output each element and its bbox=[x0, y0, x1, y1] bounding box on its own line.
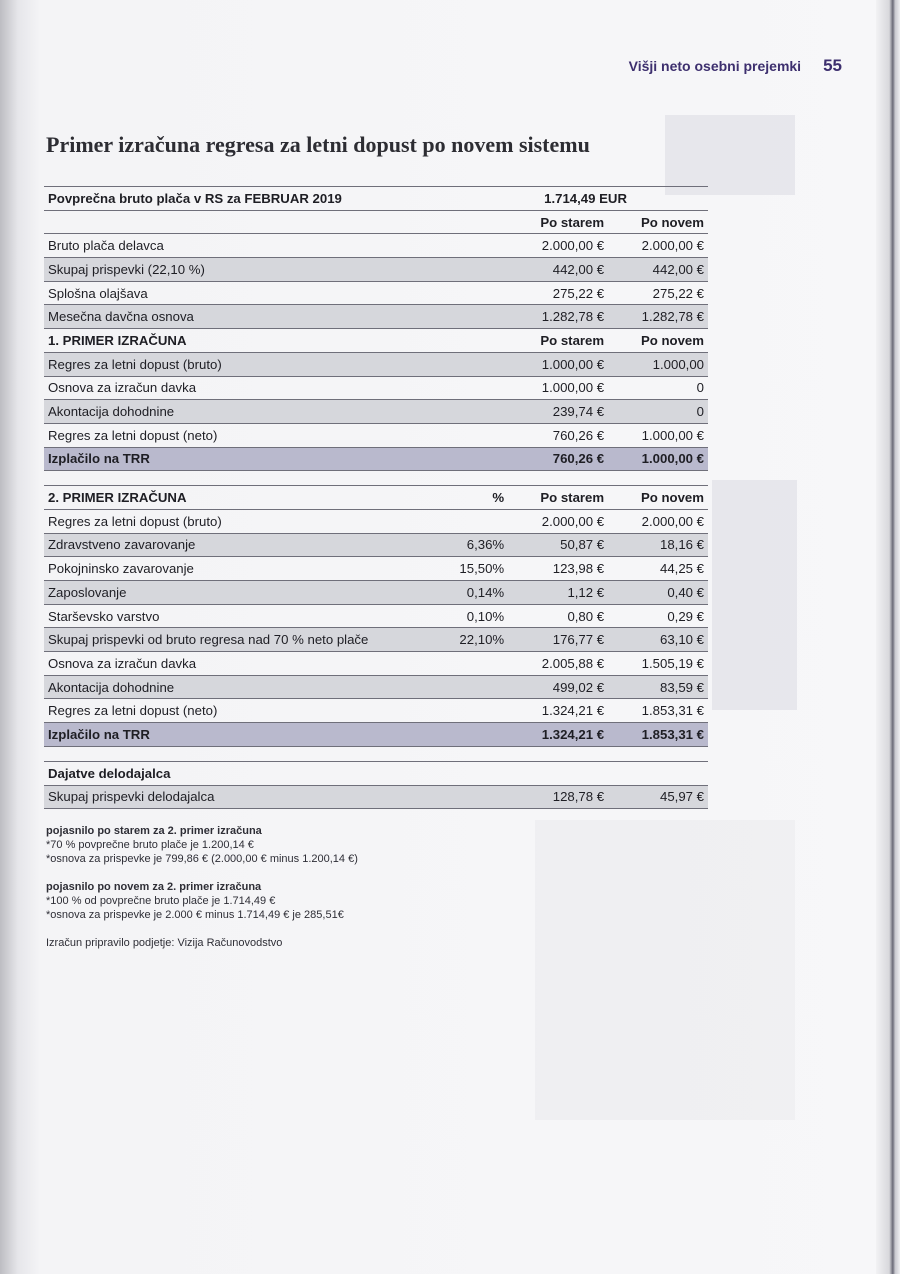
row-value-old: 1.000,00 € bbox=[508, 376, 608, 400]
row-percent bbox=[425, 352, 509, 376]
row-value-new: 1.282,78 € bbox=[608, 305, 708, 329]
row-percent bbox=[425, 400, 509, 424]
row-label: Regres za letni dopust (bruto) bbox=[44, 509, 425, 533]
row-percent bbox=[425, 675, 509, 699]
note-old-line: *70 % povprečne bruto plače je 1.200,14 € bbox=[46, 839, 254, 851]
row-label: Regres za letni dopust (bruto) bbox=[44, 352, 425, 376]
table-total-row bbox=[44, 447, 708, 471]
table-row bbox=[44, 533, 708, 557]
row-value-new: 0,29 € bbox=[608, 604, 708, 628]
row-label: Osnova za izračun davka bbox=[44, 376, 425, 400]
row-value-old: 176,77 € bbox=[508, 628, 608, 652]
row-value-old: 123,98 € bbox=[508, 557, 608, 581]
row-value-old: Po starem bbox=[508, 486, 608, 510]
row-label: Skupaj prispevki (22,10 %) bbox=[44, 258, 425, 282]
table-row bbox=[44, 423, 708, 447]
bleed-through-block bbox=[712, 480, 797, 710]
table-row bbox=[44, 376, 708, 400]
page-number: 55 bbox=[823, 56, 842, 75]
row-value-new bbox=[608, 746, 708, 761]
bleed-through-block bbox=[665, 115, 795, 195]
row-value-new: Po novem bbox=[608, 329, 708, 353]
row-label: Osnova za izračun davka bbox=[44, 652, 425, 676]
table-header-row bbox=[44, 210, 708, 234]
row-label: 1. PRIMER IZRAČUNA bbox=[44, 329, 425, 353]
note-new-system bbox=[46, 880, 516, 922]
row-label: Splošna olajšava bbox=[44, 281, 425, 305]
row-value-old: 760,26 € bbox=[508, 447, 608, 471]
row-value-old: 442,00 € bbox=[508, 258, 608, 282]
row-value-old: 760,26 € bbox=[508, 423, 608, 447]
table-row bbox=[44, 305, 708, 329]
row-value-new: 1.853,31 € bbox=[608, 699, 708, 723]
row-label: Mesečna davčna osnova bbox=[44, 305, 425, 329]
table-header-row bbox=[44, 187, 708, 211]
row-label: Regres za letni dopust (neto) bbox=[44, 423, 425, 447]
row-label: Dajatve delodajalca bbox=[44, 761, 425, 785]
table-row bbox=[44, 581, 708, 605]
footnotes bbox=[46, 824, 516, 950]
row-value-new: 2.000,00 € bbox=[608, 509, 708, 533]
note-new-line: *100 % od povprečne bruto plače je 1.714,49 € bbox=[46, 895, 276, 907]
table-header-row bbox=[44, 761, 708, 785]
table-row bbox=[44, 557, 708, 581]
row-value-new: 0,40 € bbox=[608, 581, 708, 605]
row-value-old: Po starem bbox=[508, 329, 608, 353]
row-value-old: 0,80 € bbox=[508, 604, 608, 628]
note-old-system bbox=[46, 824, 516, 866]
row-value-new: Po novem bbox=[608, 210, 708, 234]
row-percent: 0,10% bbox=[425, 604, 509, 628]
average-salary-value: 1.714,49 EUR bbox=[508, 187, 708, 211]
row-label: Starševsko varstvo bbox=[44, 604, 425, 628]
row-value-new: 0 bbox=[608, 376, 708, 400]
row-label: Bruto plača delavca bbox=[44, 234, 425, 258]
row-percent: % bbox=[425, 486, 509, 510]
row-percent: 0,14% bbox=[425, 581, 509, 605]
table-header-row bbox=[44, 329, 708, 353]
row-percent bbox=[425, 652, 509, 676]
row-value-old: 275,22 € bbox=[508, 281, 608, 305]
row-label: Povprečna bruto plača v RS za FEBRUAR 2019 bbox=[44, 187, 508, 211]
row-label: Zaposlovanje bbox=[44, 581, 425, 605]
header-section-title: Višji neto osebni prejemki bbox=[628, 58, 802, 74]
row-percent bbox=[425, 509, 509, 533]
row-percent bbox=[425, 234, 509, 258]
row-percent: 15,50% bbox=[425, 557, 509, 581]
table-row bbox=[44, 785, 708, 809]
row-value-new: 275,22 € bbox=[608, 281, 708, 305]
row-value-old: Po starem bbox=[508, 210, 608, 234]
row-value-old: 2.000,00 € bbox=[508, 234, 608, 258]
note-new-title: pojasnilo po novem za 2. primer izračuna bbox=[46, 881, 262, 893]
row-percent bbox=[425, 305, 509, 329]
row-percent bbox=[425, 210, 509, 234]
article-title: Primer izračuna regresa za letni dopust po novem sistemu bbox=[46, 132, 590, 157]
row-value-new: 2.000,00 € bbox=[608, 234, 708, 258]
row-percent bbox=[425, 761, 509, 785]
row-value-new: 1.000,00 € bbox=[608, 447, 708, 471]
table-row bbox=[44, 675, 708, 699]
row-value-old bbox=[508, 471, 608, 486]
row-percent bbox=[425, 723, 509, 747]
row-value-new: 442,00 € bbox=[608, 258, 708, 282]
table-header-row bbox=[44, 486, 708, 510]
row-label: Izplačilo na TRR bbox=[44, 723, 425, 747]
table-row bbox=[44, 281, 708, 305]
row-label: Pokojninsko zavarovanje bbox=[44, 557, 425, 581]
row-value-new: 44,25 € bbox=[608, 557, 708, 581]
row-percent bbox=[425, 281, 509, 305]
row-value-new: 18,16 € bbox=[608, 533, 708, 557]
table-row bbox=[44, 628, 708, 652]
row-label: Izplačilo na TRR bbox=[44, 447, 425, 471]
row-value-old: 2.005,88 € bbox=[508, 652, 608, 676]
table-row bbox=[44, 234, 708, 258]
row-value-old: 1.324,21 € bbox=[508, 723, 608, 747]
row-value-new: 1.505,19 € bbox=[608, 652, 708, 676]
row-value-new: 1.000,00 bbox=[608, 352, 708, 376]
row-percent: 6,36% bbox=[425, 533, 509, 557]
row-label bbox=[44, 471, 425, 486]
row-percent bbox=[425, 746, 509, 761]
row-percent bbox=[425, 329, 509, 353]
row-label bbox=[44, 746, 425, 761]
row-value-new: 83,59 € bbox=[608, 675, 708, 699]
row-value-old: 1,12 € bbox=[508, 581, 608, 605]
row-value-old bbox=[508, 746, 608, 761]
table-row bbox=[44, 400, 708, 424]
table-total-row bbox=[44, 723, 708, 747]
table-row bbox=[44, 699, 708, 723]
row-label: Zdravstveno zavarovanje bbox=[44, 533, 425, 557]
row-label: Regres za letni dopust (neto) bbox=[44, 699, 425, 723]
page-binding-edge bbox=[876, 0, 900, 1274]
row-value-old: 1.000,00 € bbox=[508, 352, 608, 376]
table-spacer-row bbox=[44, 746, 708, 761]
row-value-old: 2.000,00 € bbox=[508, 509, 608, 533]
note-old-title: pojasnilo po starem za 2. primer izračuna bbox=[46, 825, 262, 837]
row-value-new: Po novem bbox=[608, 486, 708, 510]
row-value-new: 1.853,31 € bbox=[608, 723, 708, 747]
row-value-old: 1.324,21 € bbox=[508, 699, 608, 723]
row-label: Akontacija dohodnine bbox=[44, 400, 425, 424]
table-row bbox=[44, 258, 708, 282]
row-percent bbox=[425, 258, 509, 282]
row-percent bbox=[425, 699, 509, 723]
row-value-new: 0 bbox=[608, 400, 708, 424]
row-value-new bbox=[608, 761, 708, 785]
row-value-new: 1.000,00 € bbox=[608, 423, 708, 447]
row-value-old: 239,74 € bbox=[508, 400, 608, 424]
table-row bbox=[44, 509, 708, 533]
note-new-line: *osnova za prispevke je 2.000 € minus 1.714,49 € je 285,51€ bbox=[46, 909, 344, 921]
row-value-old: 128,78 € bbox=[508, 785, 608, 809]
credit-line: Izračun pripravilo podjetje: Vizija Računovodstvo bbox=[46, 937, 283, 949]
row-value-old: 1.282,78 € bbox=[508, 305, 608, 329]
row-value-old: 499,02 € bbox=[508, 675, 608, 699]
row-percent bbox=[425, 471, 509, 486]
row-label: 2. PRIMER IZRAČUNA bbox=[44, 486, 425, 510]
row-value-old: 50,87 € bbox=[508, 533, 608, 557]
row-label bbox=[44, 210, 425, 234]
row-label: Skupaj prispevki od bruto regresa nad 70 % neto plače bbox=[44, 628, 425, 652]
row-value-old bbox=[508, 761, 608, 785]
row-label: Akontacija dohodnine bbox=[44, 675, 425, 699]
row-label: Skupaj prispevki delodajalca bbox=[44, 785, 425, 809]
row-value-new: 63,10 € bbox=[608, 628, 708, 652]
table-spacer-row bbox=[44, 471, 708, 486]
table-row bbox=[44, 352, 708, 376]
calculation-table bbox=[44, 186, 708, 809]
row-percent: 22,10% bbox=[425, 628, 509, 652]
running-header bbox=[629, 56, 842, 76]
table-row bbox=[44, 652, 708, 676]
row-value-new: 45,97 € bbox=[608, 785, 708, 809]
row-percent bbox=[425, 376, 509, 400]
bleed-through-block bbox=[535, 820, 795, 1120]
row-percent bbox=[425, 423, 509, 447]
row-percent bbox=[425, 785, 509, 809]
row-value-new bbox=[608, 471, 708, 486]
note-old-line: *osnova za prispevke je 799,86 € (2.000,00 € minus 1.200,14 €) bbox=[46, 853, 358, 865]
row-percent bbox=[425, 447, 509, 471]
table-row bbox=[44, 604, 708, 628]
